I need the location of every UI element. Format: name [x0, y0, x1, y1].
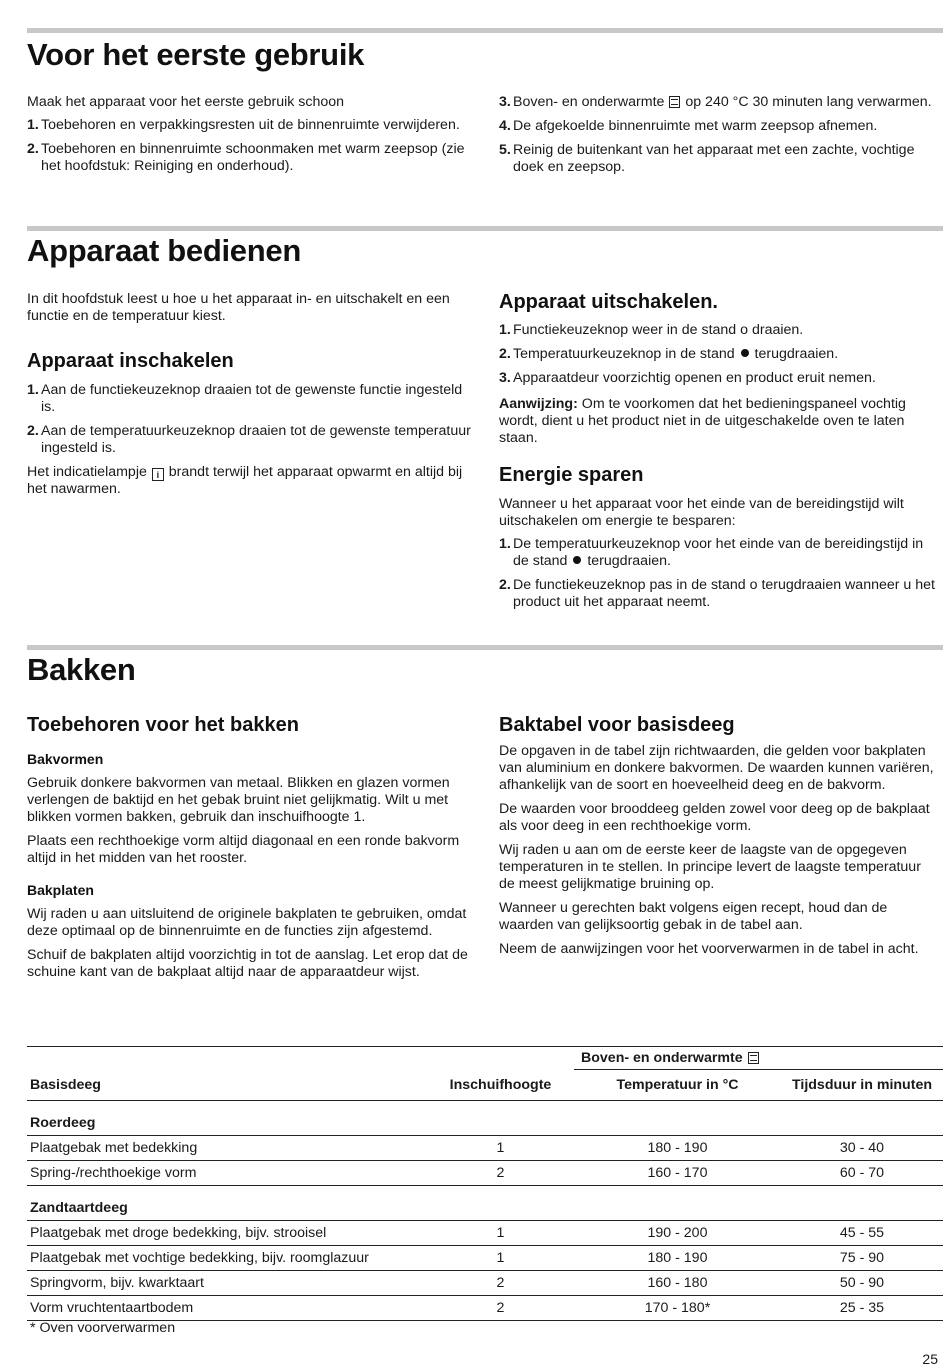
- section-rule: [27, 28, 943, 33]
- energy-intro: Wanneer u het apparaat voor het einde van de bereidingstijd wilt uitschakelen om energie te besparen:: [499, 496, 904, 529]
- table-row: Plaatgebak met vochtige bedekking, bijv. roomglazuur 1 180 - 190 75 - 90: [27, 1246, 943, 1271]
- operate-intro: [27, 291, 472, 325]
- paragraph: Neem de aanwijzingen voor het voorverwarmen in de tabel in acht.: [499, 941, 919, 957]
- baking-plates-title: Bakplaten: [27, 882, 94, 898]
- paragraph: Gebruik donkere bakvormen van metaal. Blikken en glazen vormen verlengen de baktijd en het gebak bruint niet gelijkmatig. Wilt u met blikken vormen bakken, gebruik dan inschuifhoogte 1.: [27, 775, 450, 825]
- note-text: Aanwijzing: Om te voorkomen dat het bedieningspaneel vochtig wordt, dient u het product niet in de uitgeschakelde oven te laten staan.: [499, 396, 906, 446]
- first-use-intro: Maak het apparaat voor het eerste gebruik schoon: [27, 94, 345, 110]
- paragraph: Wij raden u aan om de eerste keer de laagste van de opgegeven temperaturen in te stellen. In principe levert de laagste temperatuur de meest gelijkmatige bruining op.: [499, 842, 921, 892]
- paragraph: De opgaven in de tabel zijn richtwaarden, die gelden voor bakplaten van aluminium en donkere bakvormen. De waarden kunnen variëren, afhankelijk van de soort en hoeveelheid deeg en de bakvorm.: [499, 743, 934, 793]
- table-row: Vorm vruchtentaartbodem 2 170 - 180* 25 - 35: [27, 1296, 943, 1321]
- section-rule: [27, 645, 943, 650]
- table-footnote: * Oven voorverwarmen: [30, 1320, 176, 1336]
- col-basis-header: Basisdeeg: [27, 1070, 427, 1101]
- switch-on-steps: [27, 382, 472, 498]
- table-group-row: Roerdeeg: [27, 1111, 943, 1136]
- indicator-lamp-text: Het indicatielampje i brandt terwijl het apparaat opwarmt en altijd bij het nawarmen.: [27, 464, 463, 497]
- energy-title: Energie sparen: [499, 464, 644, 486]
- baking-table-body: [499, 743, 939, 958]
- col-height-header: Inschuifhoogte: [427, 1070, 574, 1101]
- table-header-row: [27, 1070, 943, 1101]
- list-item: 2. Temperatuurkeuzeknop in de stand terugdraaien.: [499, 346, 839, 362]
- top-bottom-heat-icon: [748, 1052, 759, 1064]
- indicator-lamp-icon: i: [152, 468, 164, 481]
- list-item: 2. De functiekeuzeknop pas in de stand o terugdraaien wanneer u het product uit het apparaat neemt.: [499, 577, 935, 610]
- mode-header: Boven- en onderwarmte: [574, 1047, 943, 1070]
- switch-off-steps: [499, 322, 939, 447]
- accessories-body: [27, 751, 472, 981]
- list-item: 3. Apparaatdeur voorzichtig openen en product eruit nemen.: [499, 370, 876, 386]
- table-group-row: Zandtaartdeeg: [27, 1196, 943, 1221]
- list-item: 1. Toebehoren en verpakkingsresten uit de binnenruimte verwijderen.: [27, 117, 460, 133]
- switch-on-title: Apparaat inschakelen: [27, 350, 234, 372]
- list-item: 4. De afgekoelde binnenruimte met warm zeepsop afnemen.: [499, 118, 878, 134]
- list-item: 1. Aan de functiekeuzeknop draaien tot de gewenste functie ingesteld is.: [27, 382, 463, 415]
- table-row: Plaatgebak met bedekking 1 180 - 190 30 - 40: [27, 1136, 943, 1161]
- col-temp-header: Temperatuur in °C: [574, 1070, 781, 1101]
- list-item: 2. Aan de temperatuurkeuzeknop draaien tot de gewenste temperatuur ingesteld is.: [27, 423, 471, 456]
- table-header-row: [27, 1047, 943, 1070]
- list-item: 2. Toebehoren en binnenruimte schoonmaken met warm zeepsop (zie het hoofdstuk: Reiniging en onderhoud).: [27, 141, 465, 174]
- section-rule: [27, 226, 943, 231]
- section-title-operate: Apparaat bedienen: [27, 233, 301, 268]
- paragraph: Wij raden u aan uitsluitend de originele bakplaten te gebruiken, omdat deze optimaal op de binnenruimte en de functies zijn afgestemd.: [27, 906, 467, 939]
- list-item: 3. Boven- en onderwarmte op 240 °C 30 minuten lang verwarmen.: [499, 94, 932, 110]
- first-use-left: [27, 94, 472, 175]
- first-use-right: [499, 94, 939, 176]
- baking-table-title: Baktabel voor basisdeeg: [499, 714, 735, 736]
- section-title-baking: Bakken: [27, 652, 136, 687]
- table-row: Spring-/rechthoekige vorm 2 160 - 170 60 - 70: [27, 1161, 943, 1186]
- section-title-first-use: Voor het eerste gebruik: [27, 37, 365, 72]
- list-item: 5. Reinig de buitenkant van het apparaat met een zachte, vochtige doek en zeepsop.: [499, 142, 915, 175]
- list-item: 1. De temperatuurkeuzeknop voor het einde van de bereidingstijd in de stand terugdraaien.: [499, 536, 924, 569]
- energy-body: [499, 496, 939, 611]
- paragraph: Plaats een rechthoekige vorm altijd diagonaal en een ronde bakvorm altijd in het midden van het rooster.: [27, 833, 460, 866]
- page-number: 25: [922, 1351, 938, 1367]
- table-row: Springvorm, bijv. kwarktaart 2 160 - 180 50 - 90: [27, 1271, 943, 1296]
- paragraph: Schuif de bakplaten altijd voorzichtig in tot de aanslag. Let erop dat de schuine kant van de bakplaat altijd naar de apparaatdeur wijst.: [27, 947, 468, 980]
- paragraph: Wanneer u gerechten bakt volgens eigen recept, houd dan de waarden van gelijksoortig gebak in de tabel aan.: [499, 900, 888, 933]
- off-position-dot-icon: [573, 556, 581, 564]
- switch-off-title: Apparaat uitschakelen.: [499, 291, 718, 313]
- paragraph: De waarden voor brooddeeg gelden zowel voor deeg op de bakplaat als voor deeg in een rechthoekige vorm.: [499, 801, 930, 834]
- accessories-title: Toebehoren voor het bakken: [27, 714, 299, 736]
- list-item: 1. Functiekeuzeknop weer in de stand o draaien.: [499, 322, 804, 338]
- baking-table: [27, 1046, 943, 1321]
- col-time-header: Tijdsduur in minuten: [781, 1070, 943, 1101]
- off-position-dot-icon: [741, 349, 749, 357]
- baking-forms-title: Bakvormen: [27, 751, 104, 767]
- top-bottom-heat-icon: [669, 96, 680, 108]
- table-row: Plaatgebak met droge bedekking, bijv. strooisel 1 190 - 200 45 - 55: [27, 1221, 943, 1246]
- operate-intro-text: In dit hoofdstuk leest u hoe u het apparaat in- en uitschakelt en een functie en de temperatuur kiest.: [27, 291, 450, 324]
